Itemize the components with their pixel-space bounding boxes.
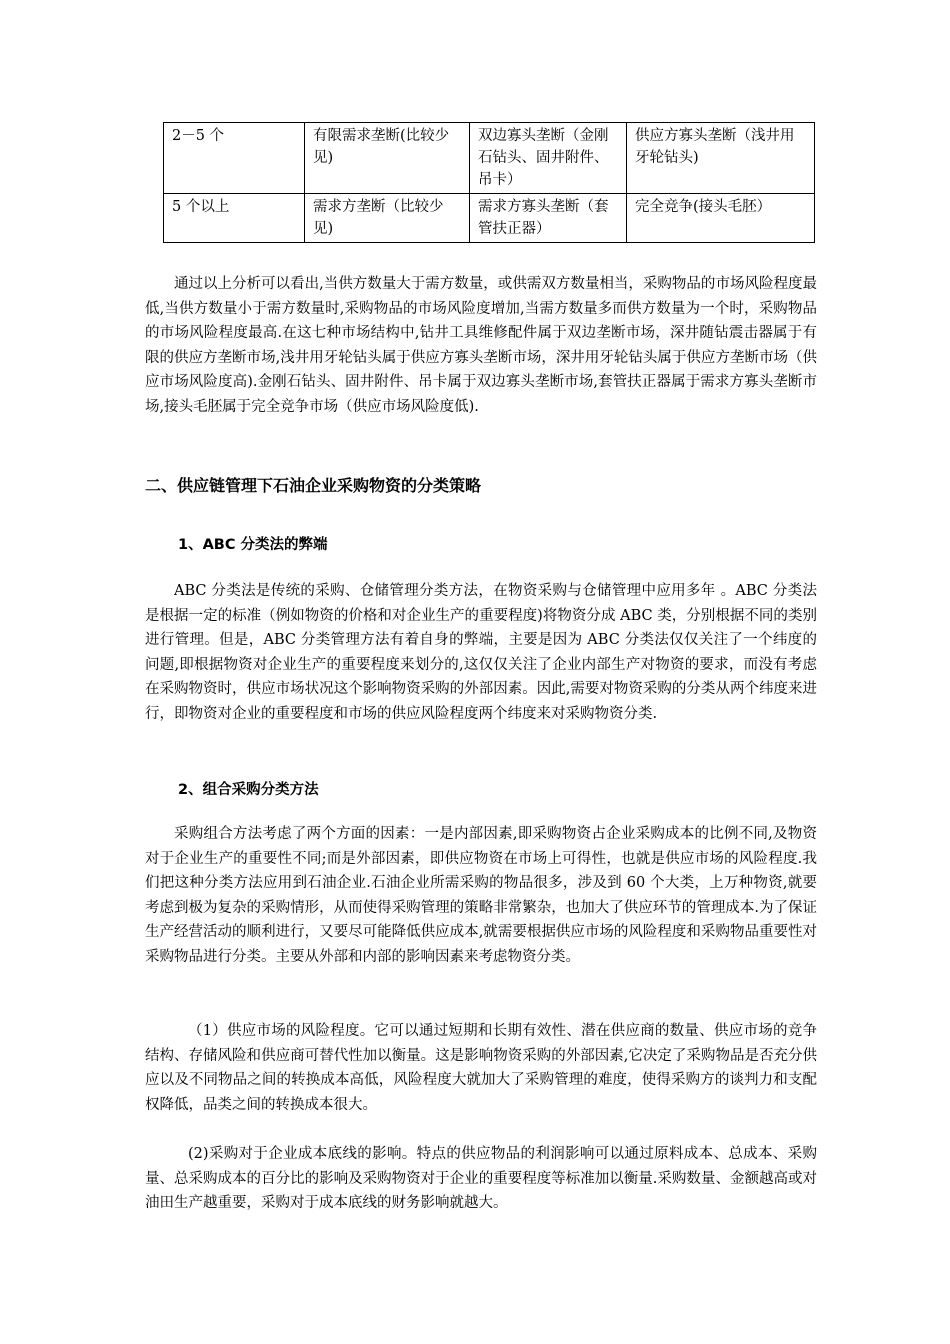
table-cell: 双边寡头垄断（金刚石钻头、固井附件、吊卡） <box>470 123 627 194</box>
table-cell: 有限需求垄断(比较少见) <box>305 123 470 194</box>
market-structure-table <box>163 122 815 243</box>
section-heading: 二、供应链管理下石油企业采购物资的分类策略 <box>145 476 482 495</box>
table-cell: 需求方寡头垄断（套管扶正器） <box>470 194 627 243</box>
table-cell: 2－5 个 <box>164 123 305 194</box>
table-cell: 5 个以上 <box>164 194 305 243</box>
abc-paragraph: ABC 分类法是传统的采购、仓储管理分类方法，在物资采购与仓储管理中应用多年 。ABC 分类法是根据一定的标准（例如物资的价格和对企业生产的重要程度)将物资分成 ABC 类，分别根据不同的类别进行管理。但是，ABC 分类管理方法有着自身的弊端，主要是因为 ABC 分类法仅仅关注了一个纬度的问题,即根据物资对企业生产的重要程度来划分的,这仅仅关注了企业内部生产对物资的要求，而没有考虑在采购物资时，供应市场状况这个影响物资采购的外部因素。因此,需要对物资采购的分类从两个纬度来进行，即物资对企业的重要程度和市场的供应风险程度两个纬度来对采购物资分类. <box>145 583 817 722</box>
cost-paragraph: (2)采购对于企业成本底线的影响。特点的供应物品的利润影响可以通过原料成本、总成本、采购量、总采购成本的百分比的影响及采购物资对于企业的重要程度等标准加以衡量.采购数量、金额越高或对油田生产越重要，采购对于成本底线的财务影响就越大。 <box>145 1146 817 1211</box>
table-cell: 需求方垄断（比较少见) <box>305 194 470 243</box>
table-row <box>164 123 815 194</box>
table-cell: 完全竞争(接头毛胚） <box>627 194 815 243</box>
table-row <box>164 194 815 243</box>
table-cell: 供应方寡头垄断（浅井用牙轮钻头) <box>627 123 815 194</box>
analysis-paragraph: 通过以上分析可以看出,当供方数量大于需方数量，或供需双方数量相当，采购物品的市场风险程度最低,当供方数量小于需方数量时,采购物品的市场风险度增加,当需方数量多而供方数量为一个时，采购物品的市场风险程度最高.在这七种市场结构中,钻井工具维修配件属于双边垄断市场，深井随钻震击器属于有限的供应方垄断市场,浅井用牙轮钻头属于供应方寡头垄断市场，深井用牙轮钻头属于供应方垄断市场（供应市场风险度高).金刚石钻头、固井附件、吊卡属于双边寡头垄断市场,套管扶正器属于需求方寡头垄断市场,接头毛胚属于完全竞争市场（供应市场风险度低). <box>145 276 817 415</box>
subsection-heading-abc: 1、ABC 分类法的弊端 <box>178 537 328 553</box>
subsection-heading-combination: 2、组合采购分类方法 <box>178 782 319 798</box>
combination-paragraph: 采购组合方法考虑了两个方面的因素：一是内部因素,即采购物资占企业采购成本的比例不同,及物资对于企业生产的重要性不同;而是外部因素，即供应物资在市场上可得性，也就是供应市场的风险程度.我们把这种分类方法应用到石油企业.石油企业所需采购的物品很多，涉及到 60 个大类，上万种物资,就要考虑到极为复杂的采购情形，从而使得采购管理的策略非常繁杂，也加大了供应环节的管理成本.为了保证生产经营活动的顺利进行，又要尽可能降低供应成本,就需要根据供应市场的风险程度和采购物品重要性对采购物品进行分类。主要从外部和内部的影响因素来考虑物资分类。 <box>145 826 817 965</box>
risk-paragraph: （1）供应市场的风险程度。它可以通过短期和长期有效性、潜在供应商的数量、供应市场的竞争结构、存储风险和供应商可替代性加以衡量。这是影响物资采购的外部因素,它决定了采购物品是否充分供应以及不同物品之间的转换成本高低，风险程度大就加大了采购管理的难度，使得采购方的谈判力和支配权降低，品类之间的转换成本很大。 <box>145 1023 817 1113</box>
